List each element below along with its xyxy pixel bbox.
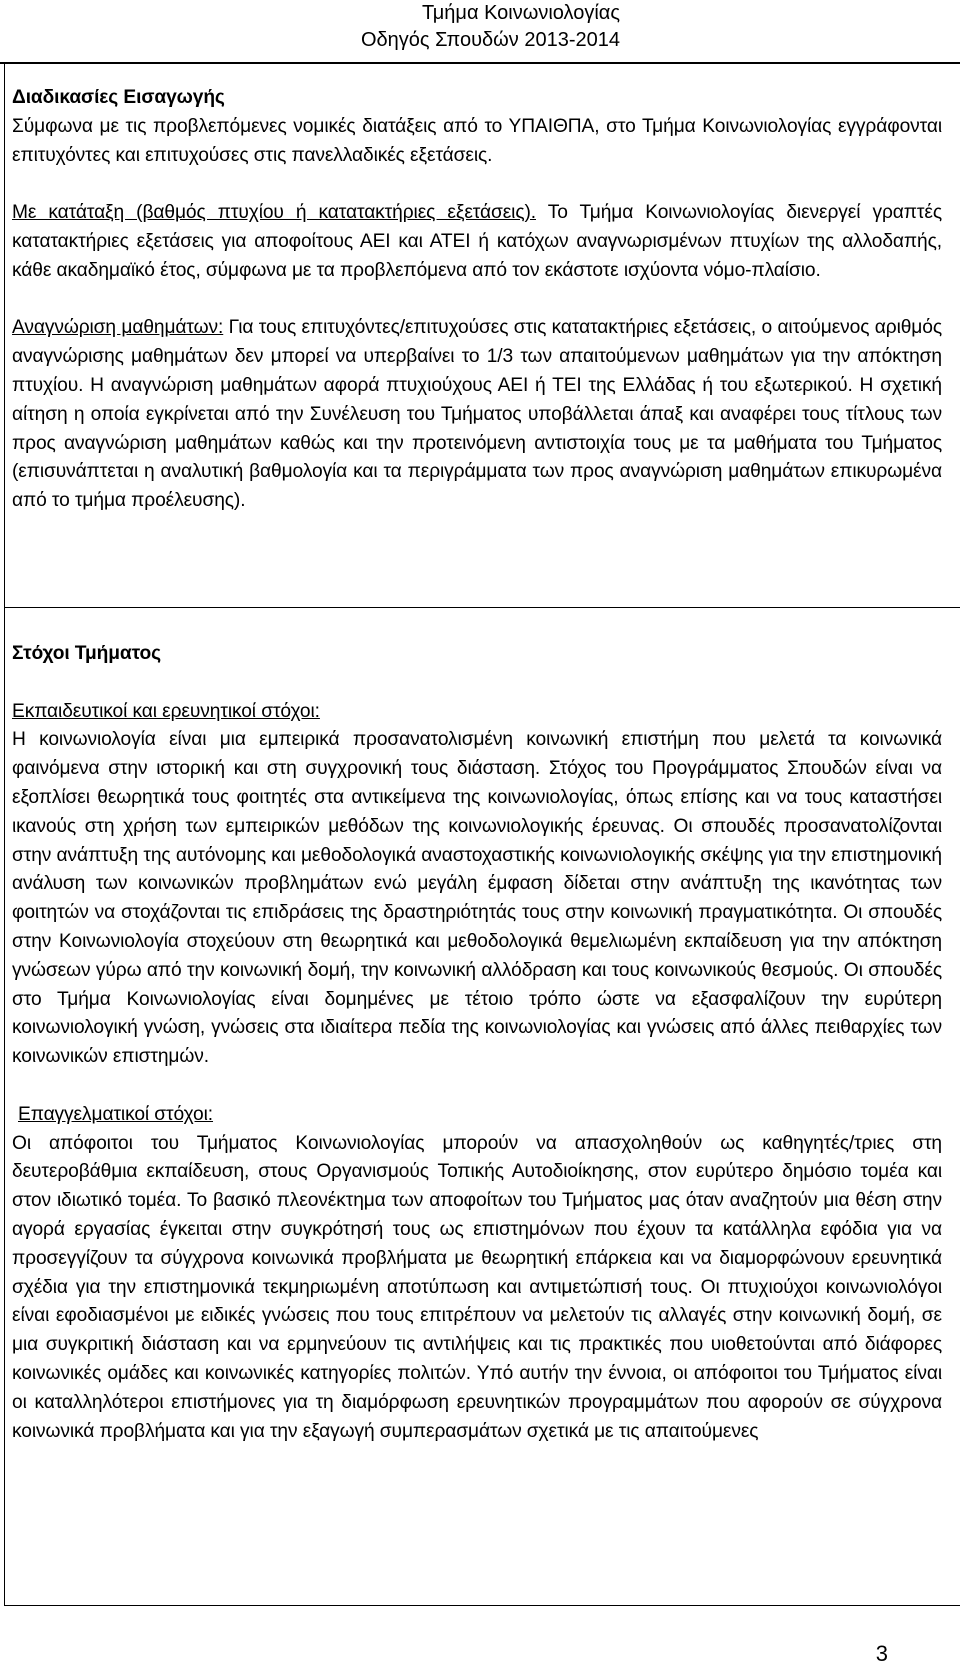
section-title-goals: Στόχοι Τμήματος bbox=[12, 643, 162, 664]
educational-goals-heading: Εκπαιδευτικοί και ερευνητικοί στόχοι: bbox=[12, 700, 320, 722]
header-department: Τμήμα Κοινωνιολογίας bbox=[422, 2, 620, 24]
page-number: 3 bbox=[875, 1641, 888, 1666]
course-recognition-text: Για τους επιτυχόντες/επιτυχούσες στις κατατακτήριες εξετάσεις, ο αιτούμενος αριθμός αναγνώρισης μαθημάτων δεν μπορεί να υπερβαίνει το 1/3 των απαιτούμενων μαθημάτων για την απόκτηση πτυχίου. Η αναγνώριση μαθημάτων αφορά πτυχιούχους ΑΕΙ ή ΤΕΙ της Ελλάδας ή του εξωτερικού. Η σχετική αίτηση η οποία εγκρίνεται από την Συνέλευση του Τμήματος υποβάλλεται άπαξ και αναφέρει τους τίτλους των προς αναγνώριση μαθημάτων καθώς και την προτεινόμενη αντιστοιχία τους με τα μαθήματα του Τμήματος (επισυνάπτεται η αναλυτική βαθμολογία και τα περιγράμματα των προς αναγνώριση μαθημάτων επικυρωμένα από το τμήμα προέλευσης). bbox=[12, 317, 942, 512]
professional-goals-heading-row bbox=[12, 1101, 942, 1130]
admission-paragraph-2 bbox=[12, 199, 942, 285]
admission-paragraph-1: Σύμφωνα με τις προβλεπόμενες νομικές διατάξεις από το ΥΠΑΙΘΠΑ, στο Τμήμα Κοινωνιολογίας εγγράφονται επιτυχόντες και επιτυχούσες στις πανελλαδικές εξετάσεις. bbox=[12, 115, 942, 166]
transfer-text: Το Τμήμα Κοινωνιολογίας διενεργεί γραπτές κατατακτήριες εξετάσεις για αποφοίτους ΑΕΙ και ΑΤΕΙ ή κατόχων αναγνωρισμένων πτυχίων της αλλοδαπής, κάθε ακαδημαϊκό έτος, σύμφωνα με τα προβλεπόμενα από τον εκάστοτε ισχύοντα νόμο-πλαίσιο. bbox=[12, 202, 943, 281]
admission-paragraph-3 bbox=[12, 314, 942, 516]
page-header bbox=[20, 0, 620, 54]
professional-goals-heading: Επαγγελματικοί στόχοι: bbox=[18, 1103, 214, 1125]
educational-goals-text: Η κοινωνιολογία είναι μια εμπειρικά προσανατολισμένη κοινωνική επιστήμη που μελετά τα κοινωνικά φαινόμενα στην ιστορική και στη συγχρονική τους διάσταση. Στόχος του Προγράμματος Σπουδών είναι να εξοπλίσει θεωρητικά τους φοιτητές στα αντικείμενα της κοινωνιολογίας, όπως επίσης και να τους καταστήσει ικανούς στη χρήση των εμπειρικών μεθόδων της κοινωνιολογικής έρευνας. Οι σπουδές προσανατολίζονται στην ανάπτυξη της αυτόνομης και μεθοδολογικά αναστοχαστικής κοινωνιολογικής σκέψης για την επιστημονική ανάλυση των κοινωνικών προβλημάτων ενώ μεγάλη έμφαση δίδεται στην ανάπτυξη της ικανότητας των φοιτητών να στοχάζονται τις επιδράσεις της δραστηριότητάς τους στην κοινωνική πραγματικότητα. Οι σπουδές στην Κοινωνιολογία στοχεύουν στη θεωρητικά και μεθοδολογικά θεμελιωμένη εκπαίδευση για την απόκτηση γνώσεων γύρω από την κοινωνική δομή, την κοινωνική αλλόδραση και τους κοινωνικούς θεσμούς. Οι σπουδές στο Τμήμα Κοινωνιολογίας είναι δομημένες με τέτοιο τρόπο ώστε να εξασφαλίζουν την ευρύτερη κοινωνιολογική γνώση, γνώσεις στα ιδιαίτερα πεδία της κοινωνιολογίας και γνώσεις από άλλες πειθαρχίες των κοινωνικών επιστημών. bbox=[12, 729, 942, 1068]
professional-goals-text: Οι απόφοιτοι του Τμήματος Κοινωνιολογίας μπορούν να απασχοληθούν ως καθηγητές/τριες στη δευτεροβάθμια εκπαίδευση, στους Οργανισμούς Τοπικής Αυτοδιοίκησης, στον ευρύτερο δημόσιο τομέα και στον ιδιωτικό τομέα. Το βασικό πλεονέκτημα των αποφοίτων του Τμήματος μας όταν αναζητούν μια θέση στην αγορά εργασίας έγκειται στην συγκρότησή τους ως επιστημόνων που έχουν τα κατάλληλα εφόδια για να προσεγγίζουν τα σύγχρονα κοινωνικά προβλήματα με θεωρητική επάρκεια και να διαμορφώνουν ερευνητικά σχέδια για την επιστημονικά τεκμηριωμένη αποτύπωση και αντιμετώπισή τους. Οι πτυχιούχοι κοινωνιολόγοι είναι εφοδιασμένοι με ειδικές γνώσεις που τους επιτρέπουν να μελετούν τις αλλαγές στην κοινωνική δομή, σε μια συγκριτική διάσταση και να ερμηνεύουν τις αντιλήψεις και τις πρακτικές που υιοθετούνται από διάφορες κοινωνικές ομάδες και κοινωνικές κατηγορίες πολιτών. Υπό αυτήν την έννοια, οι απόφοιτοι του Τμήματος είναι οι καταλληλότεροι επιστήμονες για τη διαμόρφωση ερευνητικών προγραμμάτων που αφορούν σε σύγχρονα κοινωνικά προβλήματα και για την εξαγωγή συμπερασμάτων σχετικά με τις απαιτούμενες bbox=[12, 1132, 942, 1442]
section-goals bbox=[12, 640, 942, 1446]
transfer-heading: Με κατάταξη (βαθμός πτυχίου ή κατατακτήριες εξετάσεις). bbox=[12, 202, 536, 224]
header-guide-title: Οδηγός Σπουδών 2013-2014 bbox=[360, 29, 620, 51]
section-admission bbox=[12, 84, 942, 516]
course-recognition-heading: Αναγνώριση μαθημάτων: bbox=[12, 317, 224, 339]
section-title-admission: Διαδικασίες Εισαγωγής bbox=[12, 87, 225, 108]
